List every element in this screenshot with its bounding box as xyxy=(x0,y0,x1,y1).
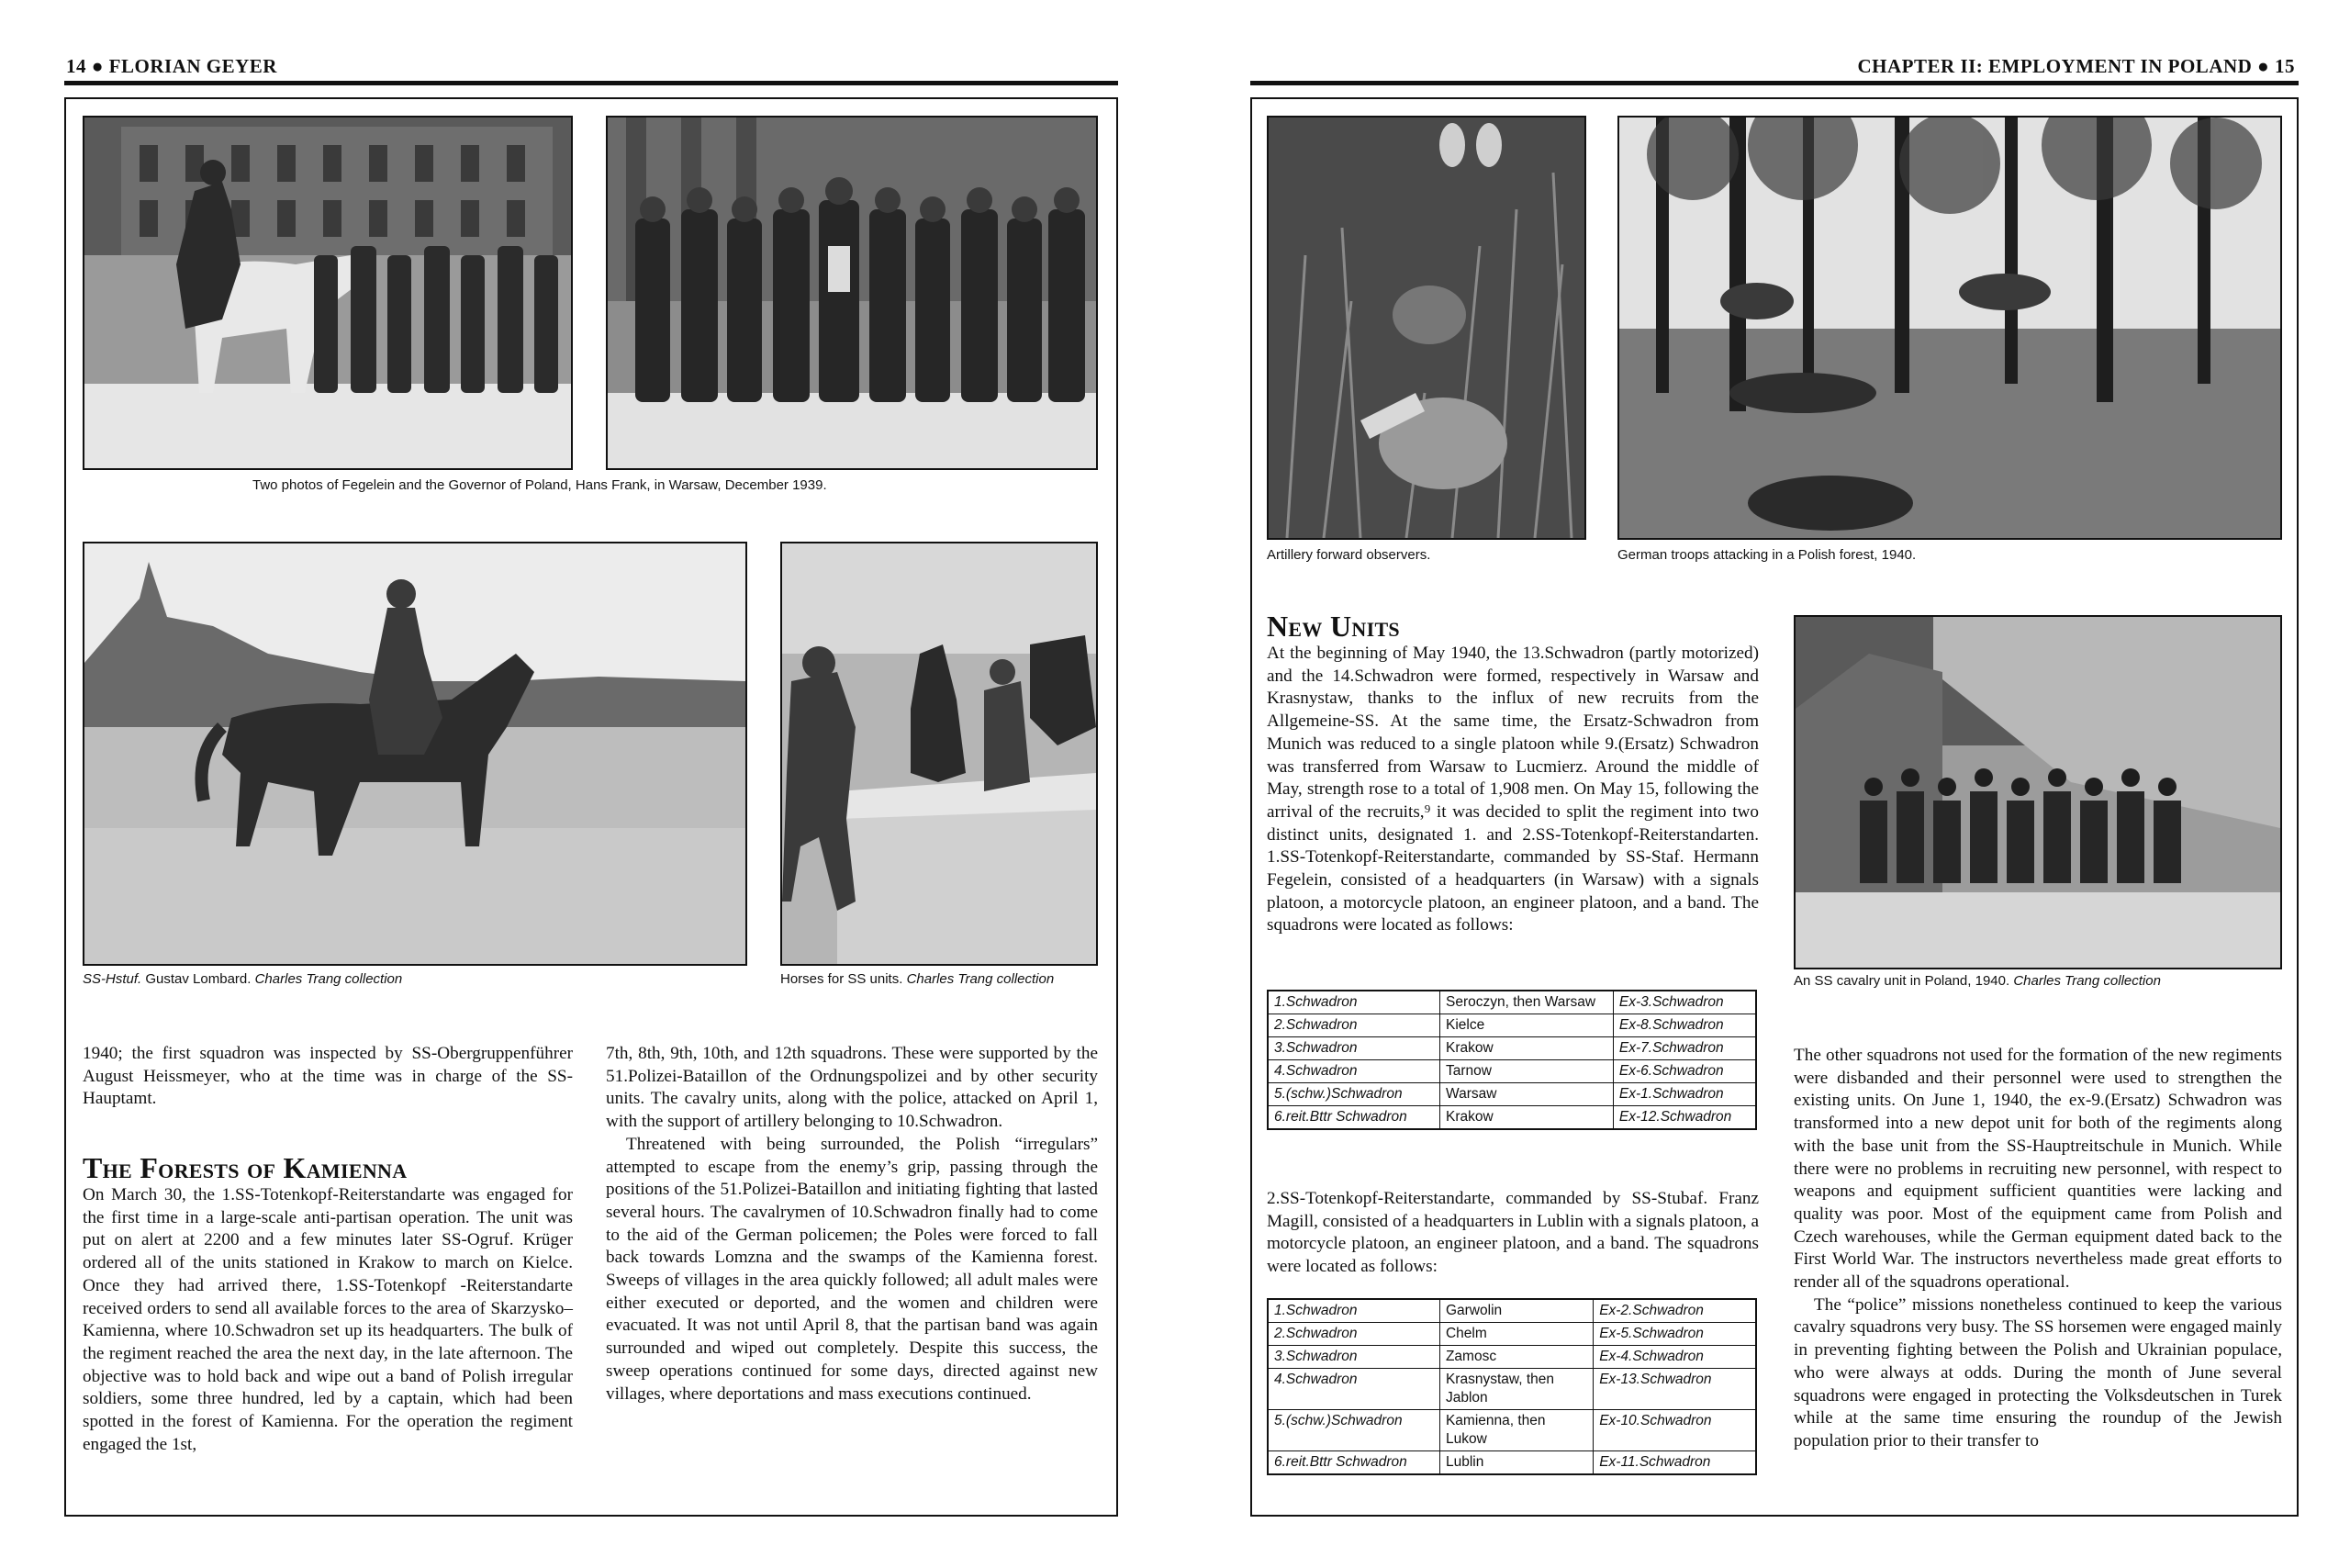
right-col1-p2: 2.SS-Totenkopf-Reiterstandarte, commanded by SS-Stubaf. Franz Magill, consisted of a headquarters in Lublin with a signals platoon, a motorcycle platoon, an engineer platoon, and a band. The squadrons were located as follows: xyxy=(1267,1189,1759,1277)
caption-credit: Charles Trang collection xyxy=(254,971,403,987)
caption-artillery-observers: Artillery forward observers. xyxy=(1267,547,1431,563)
right-col2 xyxy=(1794,1045,2282,1453)
photo-forest-attack xyxy=(1617,116,2282,540)
header-rule-left xyxy=(64,81,1118,85)
table-row: 1.Schwadron Garwolin Ex-2.Schwadron xyxy=(1268,1299,1756,1323)
caption-forest-attack: German troops attacking in a Polish forest, 1940. xyxy=(1617,547,1917,563)
heading-forests-kamienna: The Forests of Kamienna xyxy=(83,1151,408,1184)
caption-ss-cavalry xyxy=(1794,973,2161,990)
right-col2-p2: The “police” missions nonetheless continued to keep the various cavalry squadrons very busy. The SS horsemen were engaged mainly in preventing fighting between the Polish and Ukrainian populace, who were always at odds. During the month of June several squadrons were engaged in protecting the Volksdeutschen in Turek while at the same time ensuring the roundup of the Jewish population prior to their transfer to xyxy=(1794,1294,2282,1450)
table-row: 5.(schw.)Schwadron Warsaw Ex-1.Schwadron xyxy=(1268,1083,1756,1106)
left-col1-p1: 1940; the first squadron was inspected by SS-Obergruppenführer August Heissmeyer, who at the time was in charge of the SS-Hauptamt. xyxy=(83,1044,573,1109)
table-2nd-regiment-squadrons xyxy=(1267,1298,1757,1475)
caption-name: Gustav Lombard. xyxy=(141,971,255,987)
table-row: 3.Schwadron Krakow Ex-7.Schwadron xyxy=(1268,1037,1756,1060)
left-col1-p2: On March 30, the 1.SS-Totenkopf-Reiterstandarte was engaged for the first time in a large-scale anti-partisan operation. The unit was put on alert at 2200 and a few minutes later SS-Ogruf. Krüger ordered all of the units stationed in Krakow to march on Kielce. Once they had arrived there, 1.SS-Totenkopf -Reiterstandarte received orders to send all available forces to the area of Skarzysko–Kamienna, where 10.Schwadron set up its headquarters. The bulk of the regiment reached the area the next day, in the late afternoon. The objective was to hold back and wipe out a band of Polish irregular soldiers, some three hundred, led by a captain, which had been spotted in the forest of Kamienna. For the operation the regiment engaged the 1st, xyxy=(83,1185,573,1454)
left-col2 xyxy=(606,1043,1098,1406)
table-row: 4.Schwadron Krasnystaw, then Jablon Ex-13.Schwadron xyxy=(1268,1369,1756,1410)
header-rule-right xyxy=(1250,81,2299,85)
caption-horses-text: Horses for SS units. xyxy=(780,971,907,987)
table-1st-regiment-squadrons xyxy=(1267,990,1757,1130)
right-col2-p1: The other squadrons not used for the formation of the new regiments were disbanded and their personnel were used to strengthen the existing units. On June 1, 1940, the ex-9.(Ersatz) Schwadron was transformed into a new depot unit for both of the regiments along with the base unit from the SS-Hauptreitschule in Munich. While there were no problems in recruiting new personnel, with respect to weapons and equipment sufficient quantities were lacking and quality was poor. Most of the equipment came from Polish and Czech warehouses, while the German equipment dated back to the First World War. The instructors nevertheless made great efforts to render all of the squadrons operational. xyxy=(1794,1046,2282,1293)
photo-horseman-winter xyxy=(83,116,573,470)
caption-fegelein-frank: Two photos of Fegelein and the Governor of Poland, Hans Frank, in Warsaw, December 1939. xyxy=(252,477,827,493)
table-row: 1.Schwadron Seroczyn, then Warsaw Ex-3.Schwadron xyxy=(1268,991,1756,1014)
caption-cavalry-text: An SS cavalry unit in Poland, 1940. xyxy=(1794,973,2014,989)
photo-ss-cavalry-unit xyxy=(1794,615,2282,969)
photo-horses-ss xyxy=(780,542,1098,966)
photo-officers-winter xyxy=(606,116,1098,470)
table-row: 6.reit.Bttr Schwadron Lublin Ex-11.Schwadron xyxy=(1268,1451,1756,1475)
table-row: 2.Schwadron Chelm Ex-5.Schwadron xyxy=(1268,1323,1756,1346)
caption-gustav-lombard xyxy=(83,971,402,988)
table-row: 6.reit.Bttr Schwadron Krakow Ex-12.Schwadron xyxy=(1268,1106,1756,1130)
table-row: 4.Schwadron Tarnow Ex-6.Schwadron xyxy=(1268,1060,1756,1083)
caption-cavalry-credit: Charles Trang collection xyxy=(2013,973,2161,989)
running-head-left: 14 ● FLORIAN GEYER xyxy=(66,55,277,77)
caption-horses-credit: Charles Trang collection xyxy=(906,971,1055,987)
caption-rank: SS-Hstuf. xyxy=(83,971,142,987)
running-head-right: CHAPTER II: EMPLOYMENT IN POLAND ● 15 xyxy=(1857,55,2295,77)
table-row: 2.Schwadron Kielce Ex-8.Schwadron xyxy=(1268,1014,1756,1037)
left-col2-p2: Threatened with being surrounded, the Polish “irregulars” attempted to escape from the enemy’s grip, passing through the positions of the 51.Polizei-Bataillon and initiating fighting that lasted several hours. The cavalrymen of 10.Schwadron finally had to come to the aid of the German policemen; the Poles were forced to fall back towards Lomzna and the swamps of the Kamienna forest. Sweeps of villages in the area quickly followed; all adult males were either executed or deported, and the women and children were evacuated. It was not until April 8, that the partisan band was again surrounded and wiped out completely. Despite this success, the sweep operations continued for some days, directed against new villages, where deportations and mass executions continued. xyxy=(606,1134,1098,1404)
caption-horses-ss xyxy=(780,971,1054,988)
table-row: 3.Schwadron Zamosc Ex-4.Schwadron xyxy=(1268,1346,1756,1369)
table-row: 5.(schw.)Schwadron Kamienna, then Lukow Ex-10.Schwadron xyxy=(1268,1410,1756,1451)
right-col1-p1: At the beginning of May 1940, the 13.Schwadron (partly motorized) and the 14.Schwadron were formed, respectively in Warsaw and Krasnystaw, thanks to the influx of new recruits from the Allgemeine-SS. At the same time, the Ersatz-Schwadron from Munich was reduced to a single platoon while 9.(Ersatz) Schwadron was transferred from Warsaw to Lucmierz. Around the middle of May, strength rose to a total of 1,908 men. On May 15, following the arrival of the recruits,⁹ it was decided to split the regiment into two distinct units, designated 1. and 2.SS-Totenkopf-Reiterstandarten. 1.SS-Totenkopf-Reiterstandarte, commanded by SS-Staf. Hermann Fegelein, consisted of a headquarters (in Warsaw) with a signals platoon, a motorcycle platoon, an engineer platoon, and a band. The squadrons were located as follows: xyxy=(1267,644,1759,935)
photo-gustav-lombard xyxy=(83,542,747,966)
heading-new-units: New Units xyxy=(1267,610,1400,643)
photo-artillery-observers xyxy=(1267,116,1586,540)
left-col2-p1: 7th, 8th, 9th, 10th, and 12th squadrons. These were supported by the 51.Polizei-Bataillon of the Ordnungspolizei and by other security units. The cavalry units, along with the police, attacked on April 1, with the support of artillery belonging to 10.Schwadron. xyxy=(606,1044,1098,1132)
